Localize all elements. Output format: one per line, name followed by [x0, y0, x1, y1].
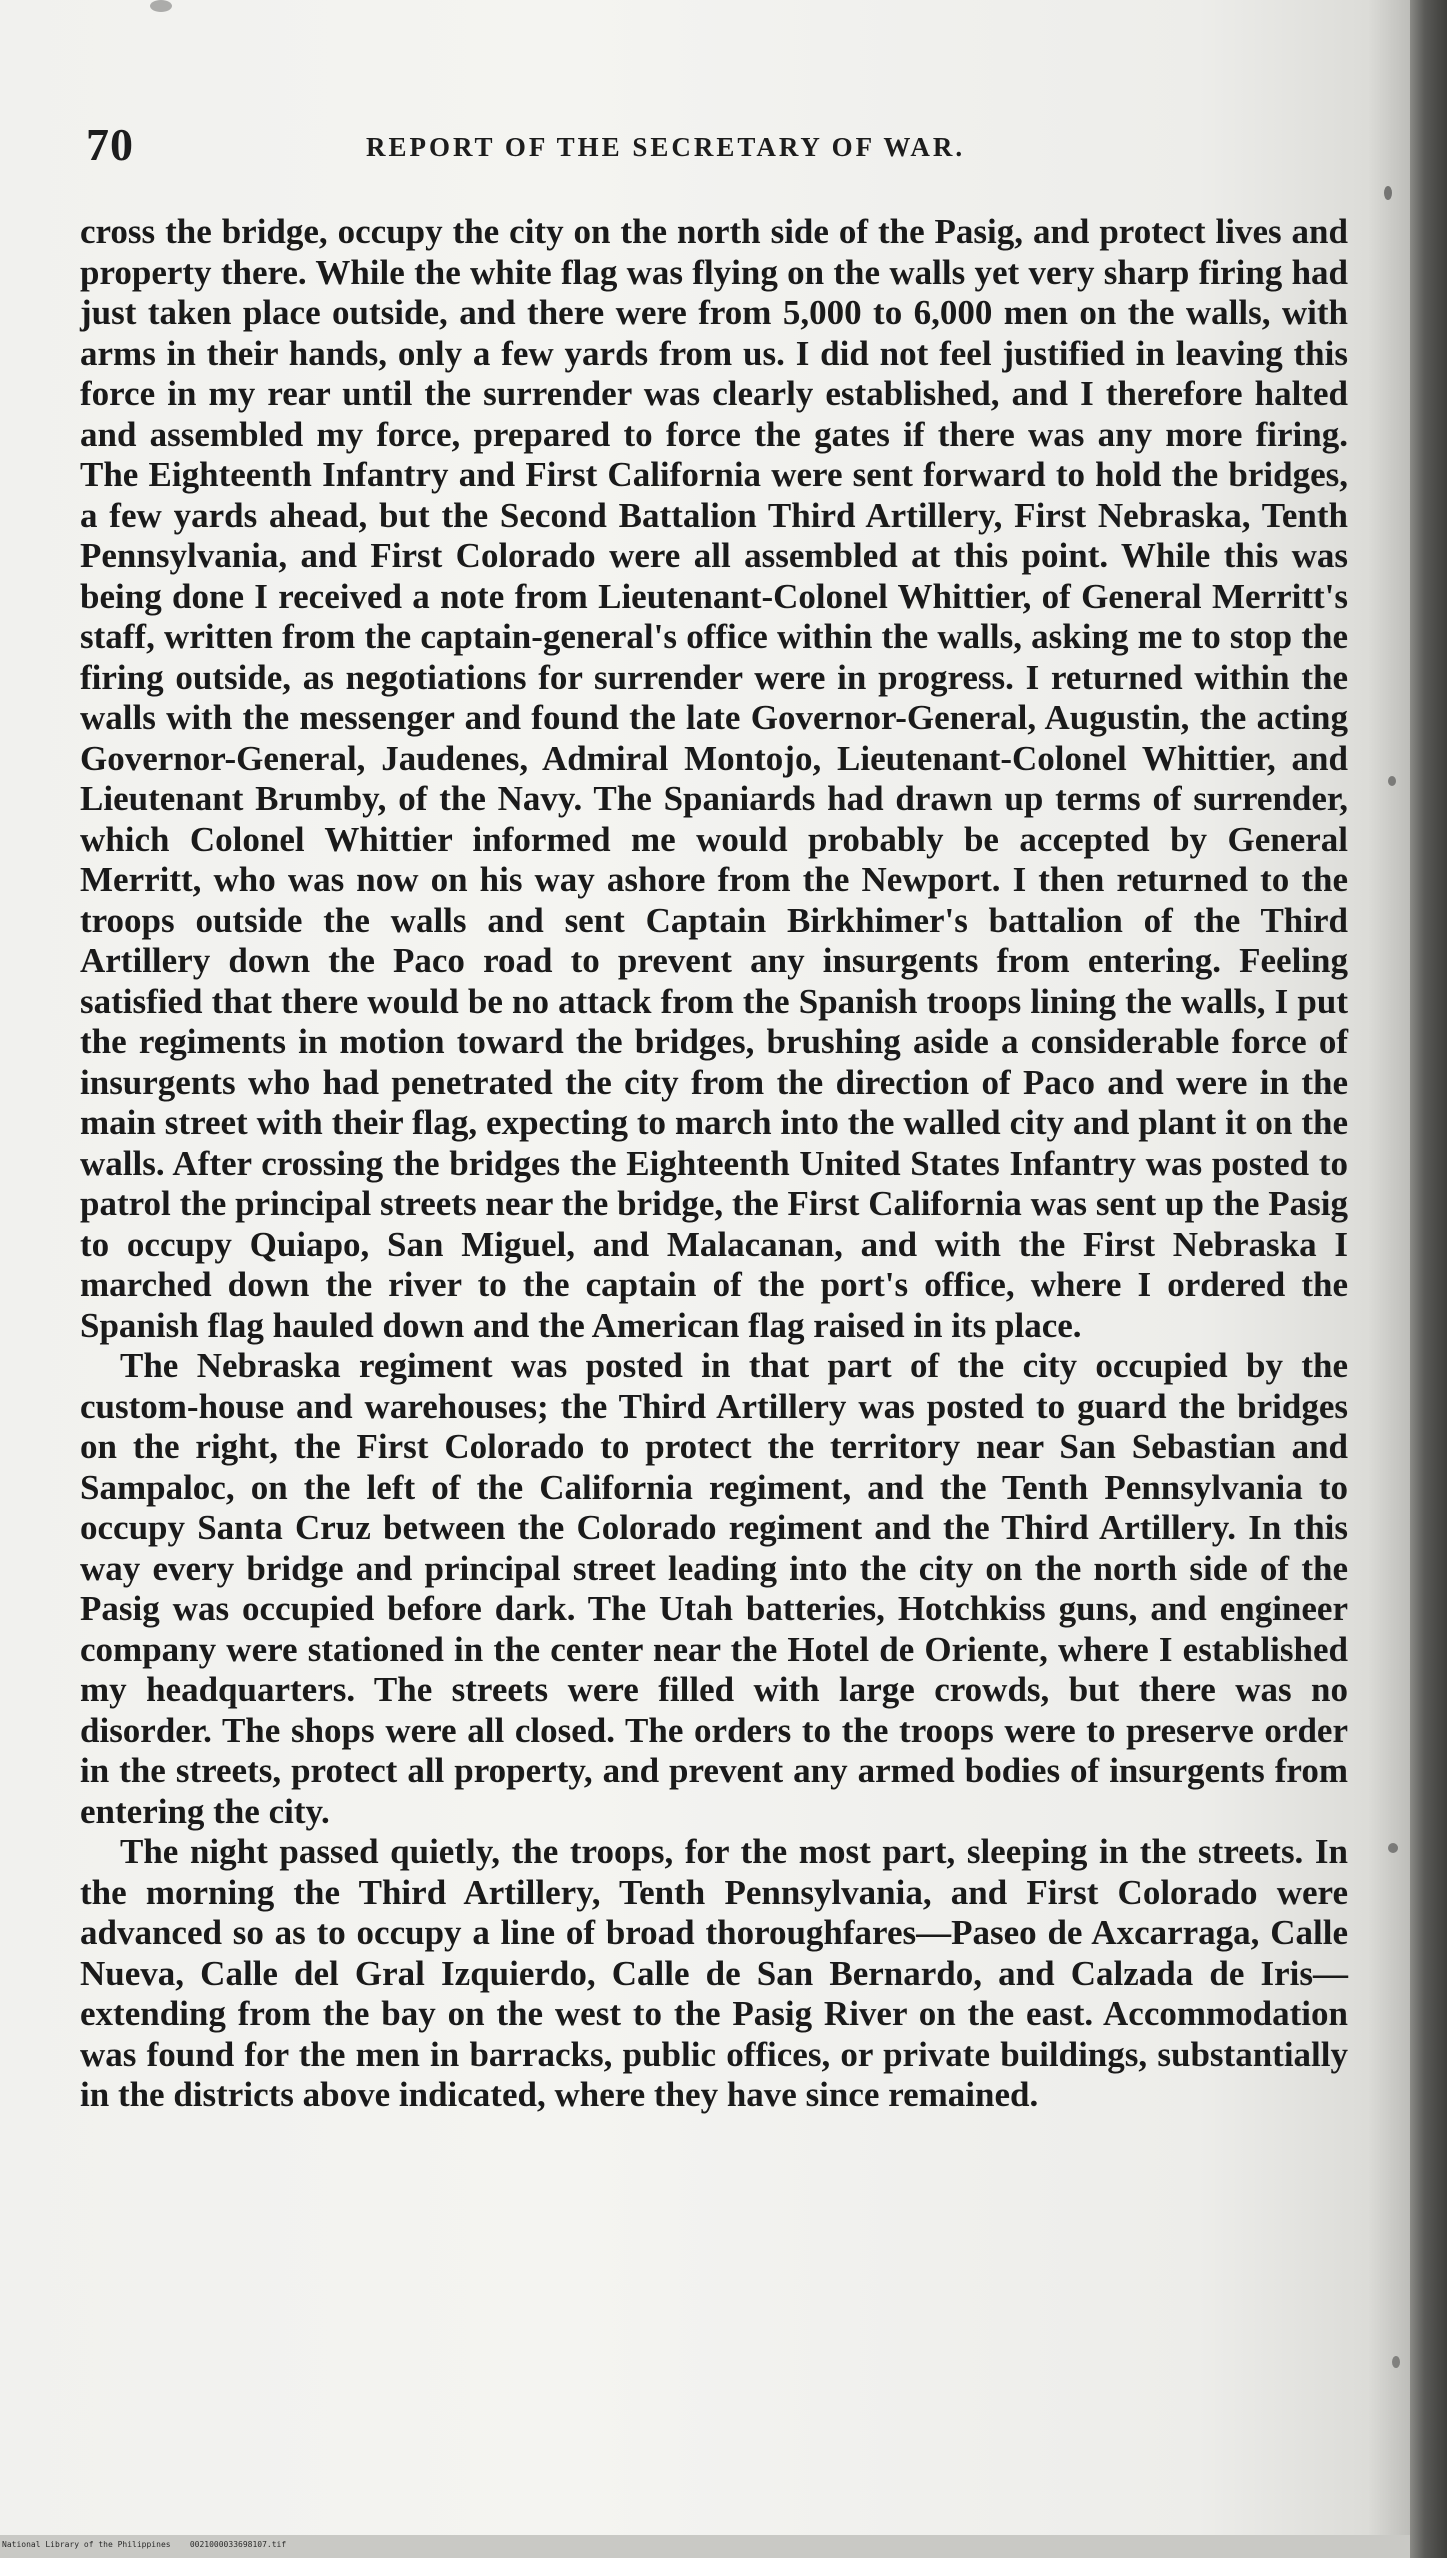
scan-footer: National Library of the Philippines 0021000033698107.tif [2, 2540, 287, 2549]
page-header [86, 118, 1366, 178]
body-text [80, 212, 1348, 2116]
ink-smudge [1388, 1843, 1398, 1853]
ink-smudge [1388, 776, 1396, 786]
ink-smudge [1384, 186, 1392, 200]
ink-smudge [1392, 2356, 1400, 2368]
paragraph-2: The Nebraska regiment was posted in that part of the city occupied by the custom-house and warehouses; the Third Artillery was posted to guard the bridges on the right, the First Colorado to protect the territory near San Sebastian and Sampaloc, on the left of the California regiment, and the Tenth Pennsylvania to occupy Santa Cruz between the Colorado regiment and the Third Artillery. In this way every bridge and principal street leading into the city on the north side of the Pasig was occupied before dark. The Utah batteries, Hotchkiss guns, and engineer company were stationed in the center near the Hotel de Oriente, where I established my headquarters. The streets were filled with large crowds, but there was no disorder. The shops were all closed. The orders to the troops were to preserve order in the streets, protect all property, and prevent any armed bodies of insurgents from entering the city. [80, 1346, 1348, 1831]
ink-smudge [150, 0, 172, 12]
paragraph-1: cross the bridge, occupy the city on the north side of the Pasig, and protect lives and property there. While the white flag was flying on the walls yet very sharp firing had just taken place outside, and there were from 5,000 to 6,000 men on the walls, with arms in their hands, only a few yards from us. I did not feel justified in leaving this force in my rear until the surrender was clearly established, and I therefore halted and assembled my force, prepared to force the gates if there was any more firing. The Eighteenth Infantry and First California were sent forward to hold the bridges, a few yards ahead, but the Second Battalion Third Artillery, First Nebraska, Tenth Pennsylvania, and First Colorado were all assembled at this point. While this was being done I received a note from Lieutenant-Colonel Whittier, of General Merritt's staff, written from the captain-general's office within the walls, asking me to stop the firing outside, as negotiations for surrender were in progress. I returned within the walls with the messenger and found the late Governor-General, Augustin, the acting Governor-General, Jaudenes, Admiral Montojo, Lieutenant-Colonel Whittier, and Lieutenant Brumby, of the Navy. The Spaniards had drawn up terms of surrender, which Colonel Whittier informed me would probably be accepted by General Merritt, who was now on his way ashore from the Newport. I then returned to the troops outside the walls and sent Captain Birkhimer's battalion of the Third Artillery down the Paco road to prevent any insurgents from entering. Feeling satisfied that there would be no attack from the Spanish troops lining the walls, I put the regiments in motion toward the bridges, brushing aside a considerable force of insurgents who had penetrated the city from the direction of Paco and were in the main street with their flag, expecting to march into the walled city and plant it on the walls. After crossing the bridges the Eighteenth United States Infantry was posted to patrol the principal streets near the bridge, the First California was sent up the Pasig to occupy Quiapo, San Miguel, and Malacanan, and with the First Nebraska I marched down the river to the captain of the port's office, where I ordered the Spanish flag hauled down and the American flag raised in its place. [80, 212, 1348, 1345]
book-binding-edge [1410, 0, 1447, 2558]
paragraph-3: The night passed quietly, the troops, for the most part, sleeping in the streets. In the morning the Third Artillery, Tenth Pennsylvania, and First Colorado were advanced so as to occupy a line of broad thoroughfares—Paseo de Axcarraga, Calle Nueva, Calle del Gral Izquierdo, Calle de San Bernardo, and Calzada de Iris—extending from the bay on the west to the Pasig River on the east. Accommodation was found for the men in barracks, public offices, or private buildings, substantially in the districts above indicated, where they have since remained. [80, 1832, 1348, 2114]
running-head: REPORT OF THE SECRETARY OF WAR. [366, 132, 966, 162]
page-number: 70 [86, 119, 134, 170]
